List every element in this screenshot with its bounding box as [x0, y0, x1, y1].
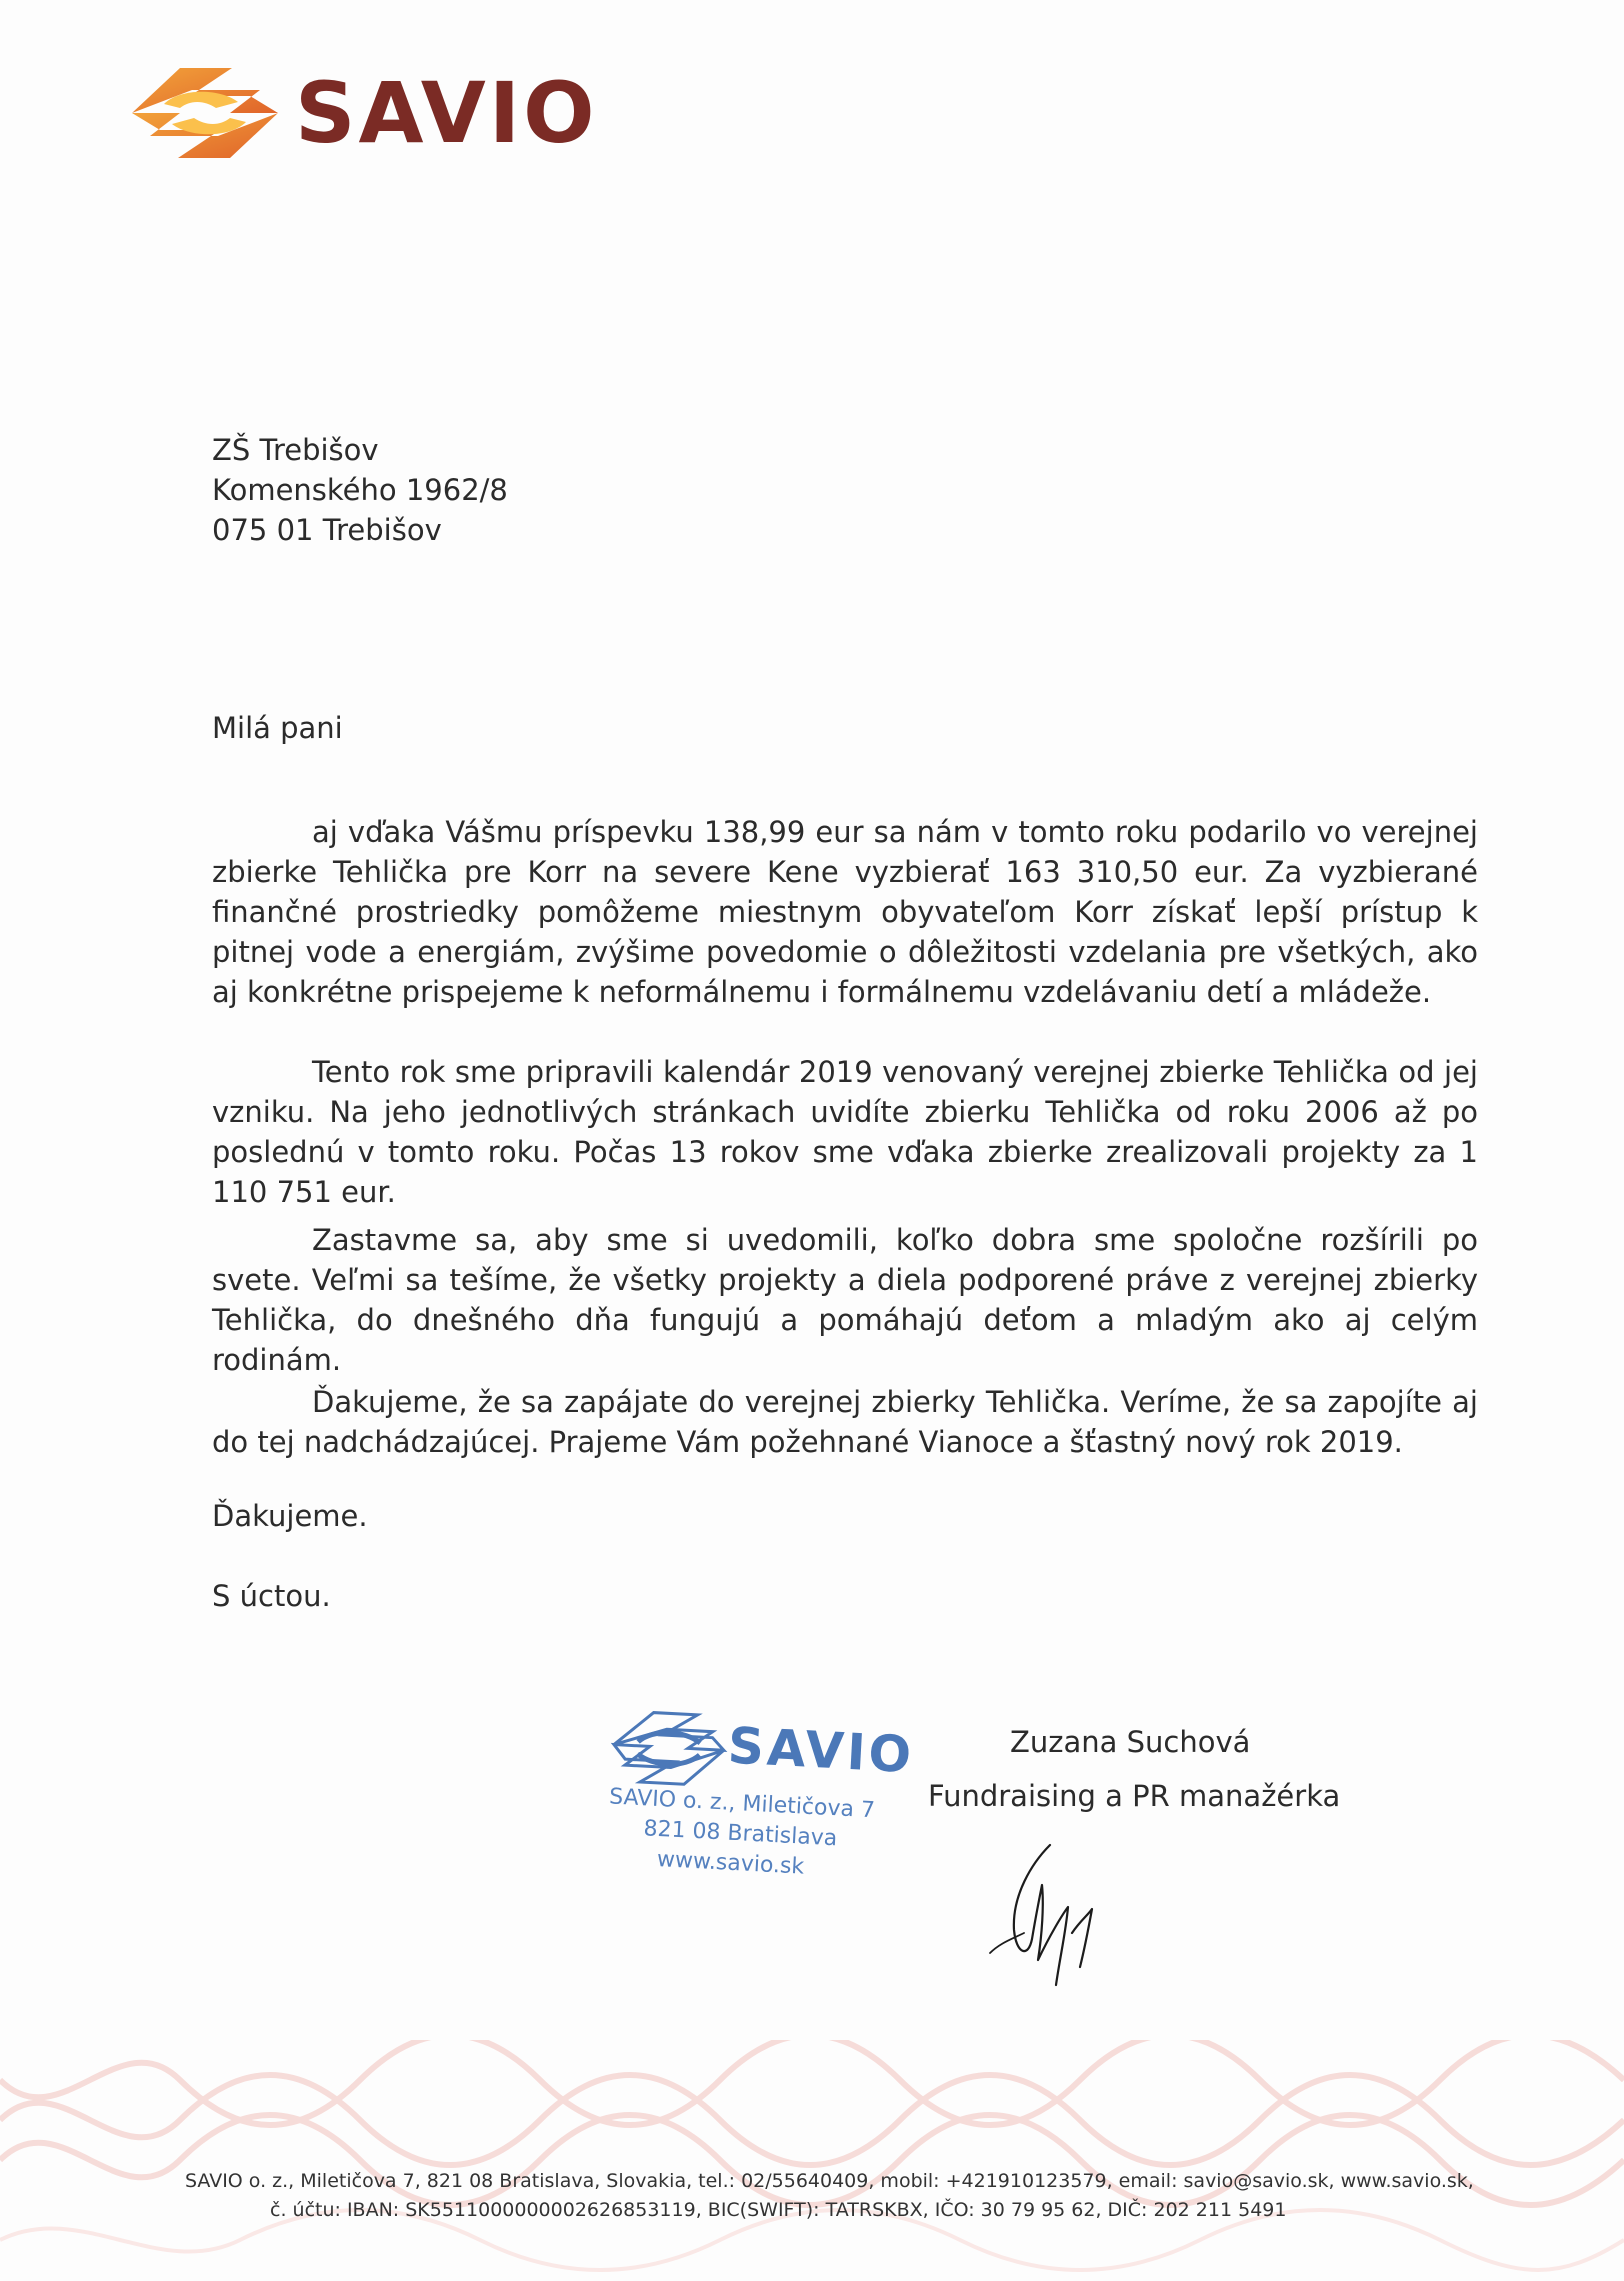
recipient-line: Komenského 1962/8: [212, 473, 508, 507]
closing-regards: S úctou.: [212, 1579, 331, 1613]
stamp-address: SAVIO o. z., Miletičova 7: [608, 1784, 876, 1824]
body-paragraph: Tento rok sme pripravili kalendár 2019 venovaný verejnej zbierke Tehlička od jej vzniku. Na jeho jednotlivých stránkach uvidíte zbierku Tehlička od roku 2006 až po poslednú v tomto roku. Počas 13 rokov sme vďaka zbierke zrealizovali projekty za 1 110 751 eur.: [212, 1055, 1478, 1209]
salutation: Milá pani: [212, 711, 343, 745]
logo-wordmark: SAVIO: [295, 64, 598, 162]
signer-role: Fundraising a PR manažérka: [928, 1779, 1341, 1813]
footer-pattern: [0, 2040, 1624, 2281]
savio-logo-mark-icon: [120, 58, 290, 168]
recipient-line: 075 01 Trebišov: [212, 513, 442, 547]
body-paragraph: aj vďaka Vášmu príspevku 138,99 eur sa nám v tomto roku podarilo vo verejnej zbierke Tehlička pre Korr na severe Kene vyzbierať 163 310,50 eur. Za vyzbierané finančné prostriedky pomôžeme miestnym obyvateľom Korr získať lepší prístup k pitnej vode a energiám, zvýšime povedomie o dôležitosti vzdelania pre všetkých, ako aj konkrétne prispejeme k neformálnemu i formálnemu vzdelávaniu detí a mládeže.: [212, 815, 1478, 1009]
recipient-line: ZŠ Trebišov: [212, 433, 379, 467]
body-paragraph: Ďakujeme, že sa zapájate do verejnej zbierky Tehlička. Veríme, že sa zapojíte aj do tej nadchádzajúcej. Prajeme Vám požehnané Vianoce a šťastný nový rok 2019.: [212, 1385, 1478, 1459]
savio-logo: [120, 58, 598, 168]
stamp-logo-icon: [606, 1702, 730, 1793]
handwritten-signature: [980, 1835, 1130, 2005]
recipient-address: [212, 430, 508, 550]
stamp-wordmark: SAVIO: [726, 1716, 916, 1785]
body-paragraph: Zastavme sa, aby sme si uvedomili, koľko dobra sme spoločne rozšírili po svete. Veľmi sa tešíme, že všetky projekty a diela podporené práve z verejnej zbierky Tehlička, do dnešného dňa fungujú a pomáhajú deťom a mladým ako aj celým rodinám.: [212, 1223, 1478, 1377]
closing-thanks: Ďakujeme.: [212, 1499, 368, 1533]
signer-name: Zuzana Suchová: [1010, 1725, 1251, 1759]
stamp-city: 821 08 Bratislava: [642, 1816, 838, 1852]
stamp-website: www.savio.sk: [656, 1846, 805, 1880]
organization-stamp: [600, 1702, 916, 1907]
footer-contact-line: SAVIO o. z., Miletičova 7, 821 08 Bratislava, Slovakia, tel.: 02/55640409, mobil: +421910123579, email: savio@savio.sk, www.savio.sk,: [185, 2170, 1474, 2192]
footer-bank-line: č. účtu: IBAN: SK5511000000002626853119, BIC(SWIFT): TATRSKBX, IČO: 30 79 95 62, DIČ: 202 211 5491: [270, 2199, 1287, 2221]
